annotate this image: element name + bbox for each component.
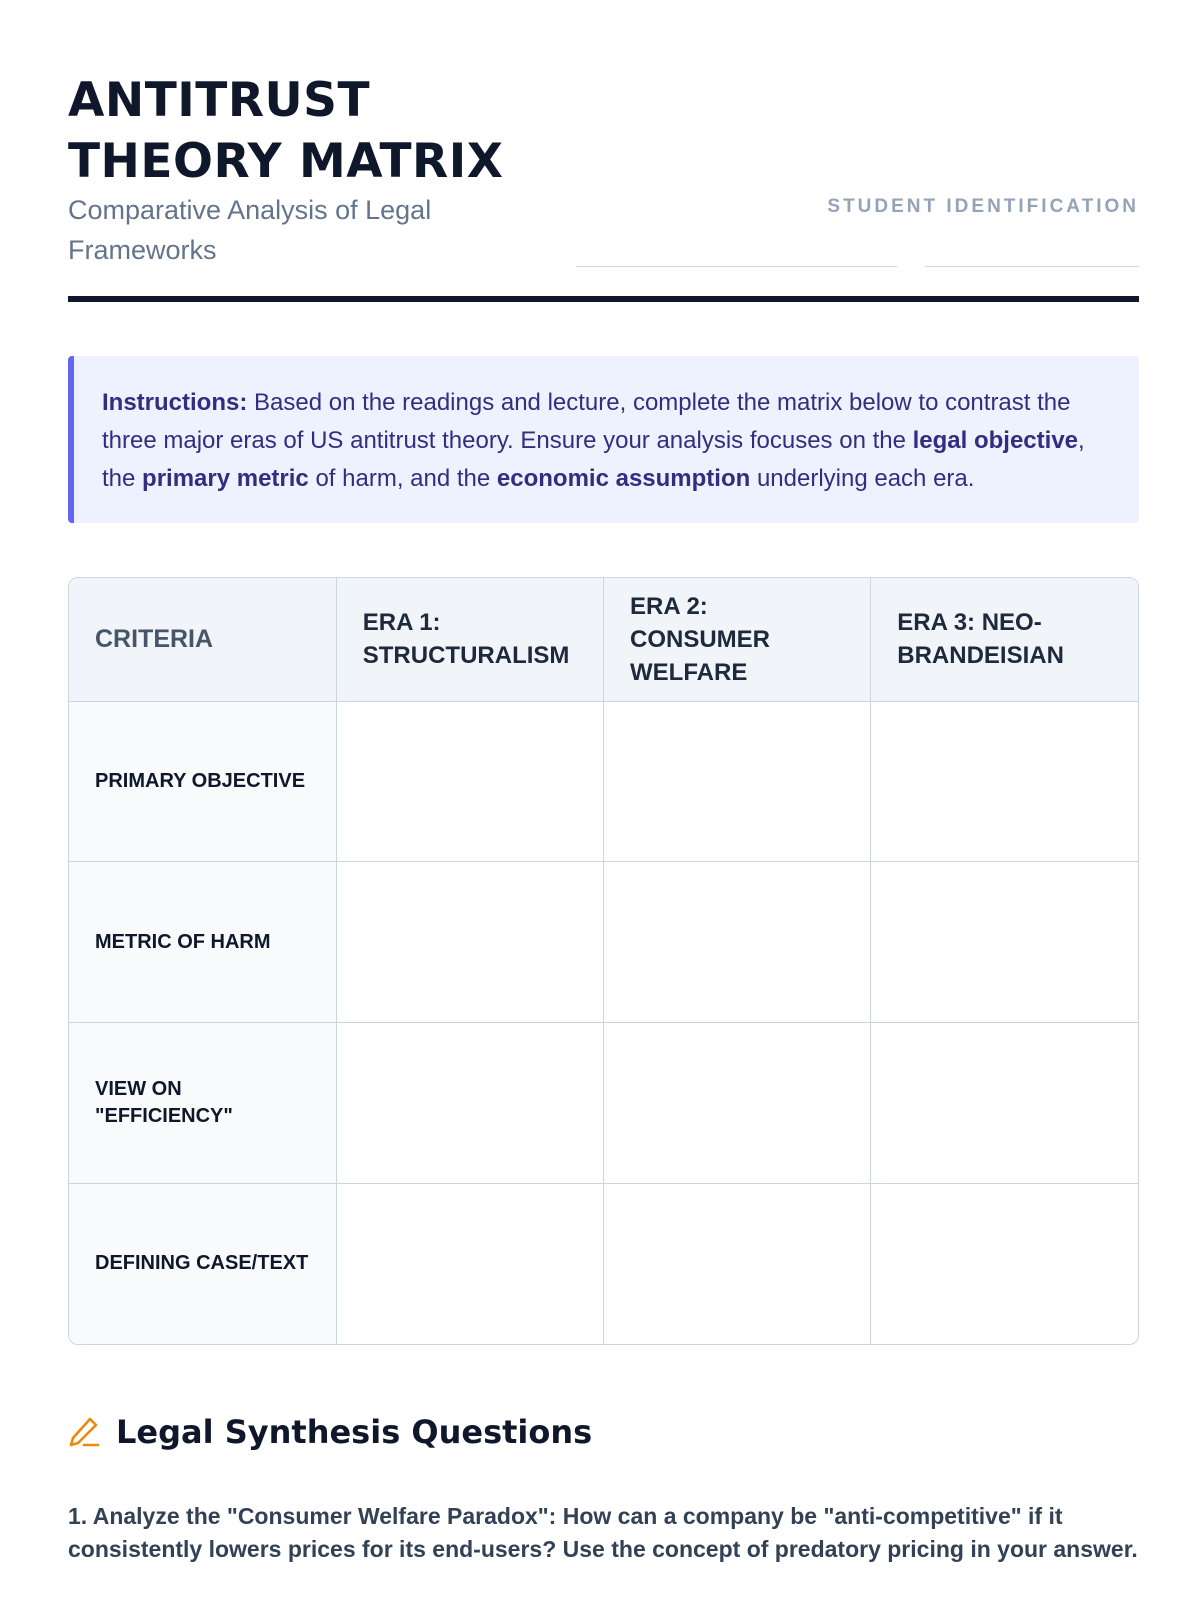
- pencil-icon: [68, 1415, 100, 1449]
- page-subtitle: Comparative Analysis of Legal Frameworks: [68, 195, 432, 265]
- answer-cell-era-2[interactable]: [604, 862, 871, 1023]
- worksheet-header: [68, 0, 1139, 304]
- worksheet-page: [68, 0, 1139, 1562]
- row-label-primary-objective: PRIMARY OBJECTIVE: [69, 701, 336, 862]
- table-row: [69, 701, 1138, 862]
- answer-cell-era-1[interactable]: [336, 1183, 603, 1344]
- answer-cell-era-2[interactable]: [604, 1183, 871, 1344]
- page-title: [68, 70, 503, 192]
- row-label-defining-case-text: DEFINING CASE/TEXT: [69, 1183, 336, 1344]
- student-name-line[interactable]: [576, 266, 897, 267]
- instructions-text-2: , the: [102, 427, 1085, 492]
- instructions-text-3: of harm, and the: [308, 465, 497, 492]
- header-divider: [68, 296, 1139, 302]
- title-line-1: ANTITRUST: [68, 73, 371, 128]
- table-row: [69, 1183, 1138, 1344]
- table-header-row: [69, 578, 1138, 701]
- answer-cell-era-1[interactable]: [336, 1023, 603, 1184]
- answer-cell-era-3[interactable]: [871, 1023, 1138, 1184]
- instructions-emphasis-primary-metric: primary metric: [142, 465, 309, 492]
- instructions-lead: Instructions:: [102, 389, 248, 416]
- instructions-box: [68, 356, 1139, 523]
- student-id-line[interactable]: [925, 266, 1139, 267]
- title-line-2: THEORY MATRIX: [68, 134, 504, 189]
- instructions-emphasis-legal-objective: legal objective: [912, 427, 1079, 454]
- answer-cell-era-3[interactable]: [871, 701, 1138, 862]
- answer-cell-era-3[interactable]: [871, 1183, 1138, 1344]
- header-era-2: ERA 2: CONSUMER WELFARE: [604, 578, 871, 701]
- answer-cell-era-1[interactable]: [336, 701, 603, 862]
- row-label-view-on-efficiency: VIEW ON "EFFICIENCY": [69, 1023, 336, 1184]
- header-criteria: CRITERIA: [69, 578, 336, 701]
- synthesis-heading: Legal Synthesis Questions: [116, 1413, 593, 1451]
- header-era-1: ERA 1: STRUCTURALISM: [336, 578, 603, 701]
- instructions-text-4: underlying each era.: [750, 465, 975, 492]
- synthesis-question-1: 1. Analyze the "Consumer Welfare Paradox": How can a company be "anti-competitive" if it consistently lowers prices for its end-users? Use the concept of predatory pricing in your answer.: [68, 1503, 1138, 1562]
- table-row: [69, 862, 1138, 1023]
- header-era-3: ERA 3: NEO-BRANDEISIAN: [871, 578, 1138, 701]
- student-identification-label: STUDENT IDENTIFICATION: [827, 196, 1139, 217]
- answer-cell-era-2[interactable]: [604, 1023, 871, 1184]
- answer-cell-era-2[interactable]: [604, 701, 871, 862]
- answer-cell-era-3[interactable]: [871, 862, 1138, 1023]
- theory-matrix-table: [68, 577, 1139, 1345]
- answer-cell-era-1[interactable]: [336, 862, 603, 1023]
- instructions-text-1: Based on the readings and lecture, complete the matrix below to contrast the three major eras of US antitrust theory. Ensure your analysis focuses on the: [102, 389, 1071, 454]
- synthesis-section-title: [68, 1413, 592, 1451]
- table-row: [69, 1023, 1138, 1184]
- row-label-metric-of-harm: METRIC OF HARM: [69, 862, 336, 1023]
- instructions-emphasis-economic-assumption: economic assumption: [496, 465, 751, 492]
